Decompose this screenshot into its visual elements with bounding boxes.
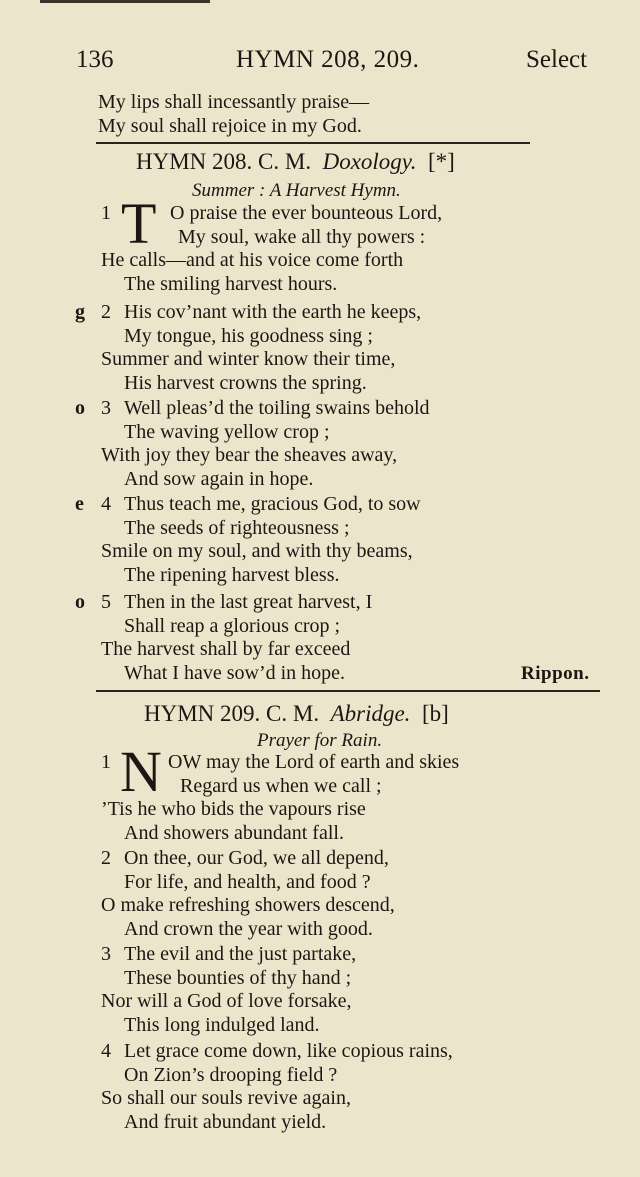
verse-number: 5 [101, 591, 111, 613]
verse-line: The seeds of righteousness ; [124, 516, 350, 539]
verse-number: 2 [101, 301, 111, 323]
verse-line: OW may the Lord of earth and skies [168, 751, 460, 773]
dynamics-mark: o [75, 591, 85, 613]
dynamics-mark: g [75, 301, 85, 323]
hymn-208-title [136, 148, 455, 176]
verse-line: The evil and the just partake, [124, 943, 357, 965]
verse-line: O make refreshing showers descend, [101, 894, 395, 916]
verse-line: The harvest shall by far exceed [101, 638, 351, 660]
hymn-number-meter: HYMN 208. C. M. [136, 149, 312, 174]
verse-line: My tongue, his goodness sing ; [124, 324, 373, 347]
verse-line: Let grace come down, like copious rains, [124, 1040, 453, 1062]
verse-line: O praise the ever bounteous Lord, [170, 202, 443, 224]
verse-number: 1 [101, 202, 111, 224]
verse-number: 1 [101, 751, 111, 773]
verse-line: Then in the last great harvest, I [124, 591, 373, 613]
divider [96, 690, 600, 692]
dynamics-mark: e [75, 493, 84, 515]
verse-line: And fruit abundant yield. [124, 1110, 327, 1133]
verse-number: 3 [101, 397, 111, 419]
drop-cap: T [121, 191, 157, 256]
verse-line: He calls—and at his voice come forth [101, 249, 404, 271]
verse-line: For life, and health, and food ? [124, 870, 371, 893]
verse-number: 4 [101, 1040, 111, 1062]
verse-line: Thus teach me, gracious God, to sow [124, 493, 421, 515]
top-edge-mark [40, 0, 210, 3]
verse-number: 3 [101, 943, 111, 965]
hymn-208-subtitle: Summer : A Harvest Hymn. [192, 180, 401, 201]
divider [96, 142, 530, 144]
prev-hymn-line: My lips shall incessantly praise— [98, 91, 370, 113]
verse-line: The ripening harvest bless. [124, 563, 340, 586]
running-title: HYMN 208, 209. [236, 46, 420, 73]
verse-line: On Zion’s drooping field ? [124, 1063, 338, 1086]
verse-line: Nor will a God of love forsake, [101, 990, 352, 1012]
verse-line: ’Tis he who bids the vapours rise [101, 798, 366, 820]
verse-line: These bounties of thy hand ; [124, 966, 352, 989]
hymn-mark: [b] [421, 701, 449, 726]
verse-line: And crown the year with good. [124, 917, 373, 940]
hymn-209-subtitle: Prayer for Rain. [257, 730, 383, 751]
verse-line: Shall reap a glorious crop ; [124, 614, 341, 637]
verse-number: 2 [101, 847, 111, 869]
tune-name: Doxology. [322, 149, 417, 174]
verse-line: The waving yellow crop ; [124, 420, 330, 443]
verse-line: With joy they bear the sheaves away, [101, 444, 398, 466]
section-label: Select [526, 46, 588, 73]
hymn-number-meter: HYMN 209. C. M. [144, 701, 320, 726]
verse-line: Smile on my soul, and with thy beams, [101, 540, 413, 562]
verse-line: Regard us when we call ; [180, 774, 382, 797]
verse-line: So shall our souls revive again, [101, 1087, 351, 1109]
verse-number: 4 [101, 493, 111, 515]
verse-line: And showers abundant fall. [124, 821, 344, 844]
verse-line: The smiling harvest hours. [124, 272, 338, 295]
prev-hymn-line: My soul shall rejoice in my God. [98, 115, 362, 137]
verse-line: His cov’nant with the earth he keeps, [124, 301, 422, 323]
hymn-209-title [144, 700, 449, 728]
verse-line: On thee, our God, we all depend, [124, 847, 389, 869]
page-number: 136 [76, 46, 114, 73]
tune-name: Abridge. [330, 701, 411, 726]
dynamics-mark: o [75, 397, 85, 419]
verse-line: What I have sow’d in hope. [124, 661, 346, 684]
running-header [0, 46, 640, 78]
verse-line: And sow again in hope. [124, 467, 314, 490]
verse-line: Well pleas’d the toiling swains behold [124, 397, 430, 419]
hymn-mark: [*] [427, 149, 455, 174]
verse-line: Summer and winter know their time, [101, 348, 396, 370]
drop-cap: N [120, 739, 162, 804]
verse-line: His harvest crowns the spring. [124, 371, 367, 394]
verse-line: This long indulged land. [124, 1013, 320, 1036]
verse-line: My soul, wake all thy powers : [178, 225, 426, 248]
hymn-author: Rippon. [521, 663, 590, 684]
